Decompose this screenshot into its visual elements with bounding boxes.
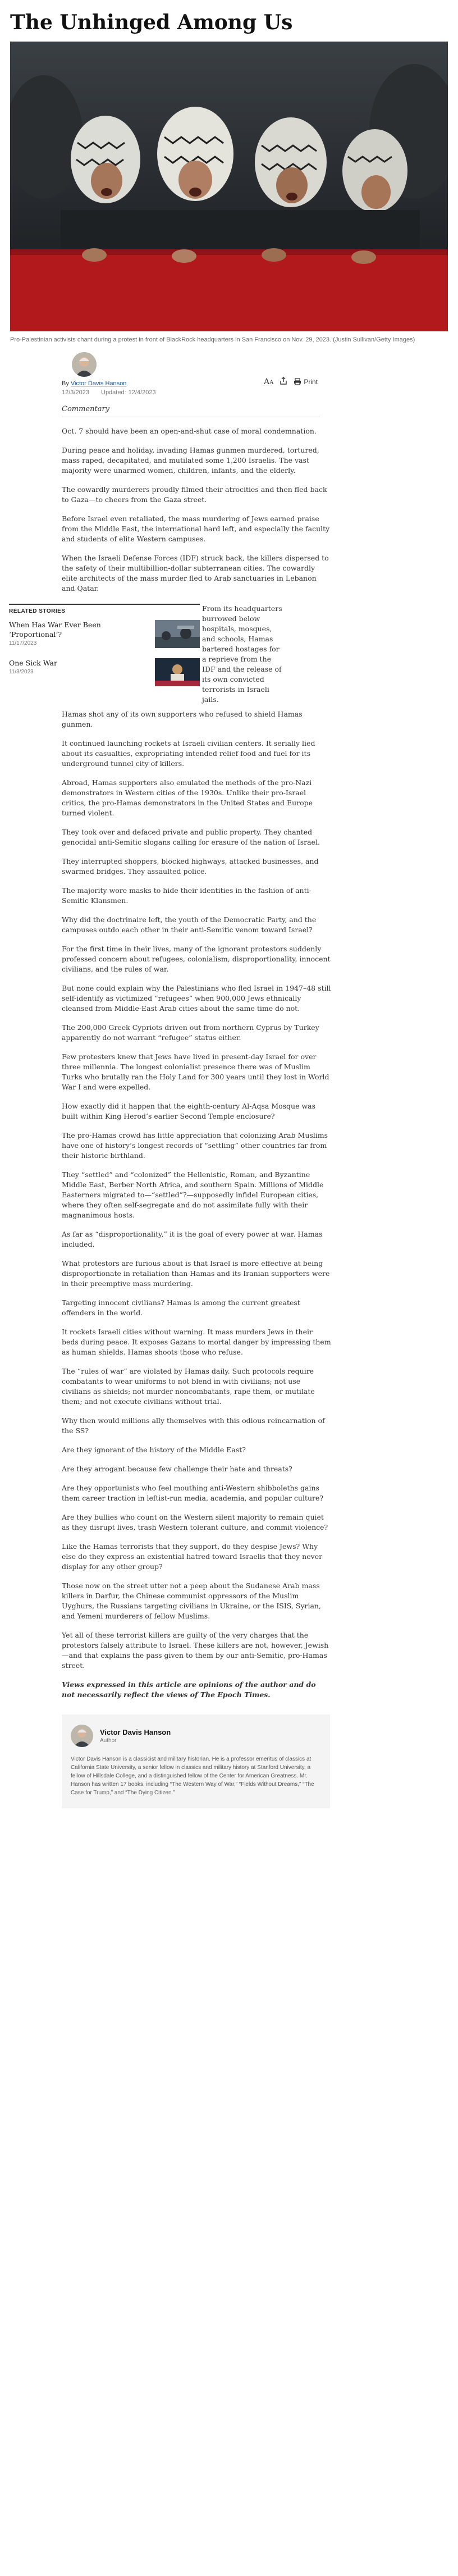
author-box xyxy=(62,1715,330,1808)
body-paragraph: Targeting innocent civilians? Hamas is among the current greatest offenders in the world. xyxy=(62,1298,300,1317)
body-paragraph: It continued launching rockets at Israeli civilian centers. It serially lied about its casualties, expropriating intended relief food and fuel for its underground tunnel city of killers. xyxy=(62,739,315,768)
author-box-role: Author xyxy=(100,1738,117,1744)
body-paragraph: The 200,000 Greek Cypriots driven out from northern Cyprus by Turkey apparently do not warrant “refugee” status either. xyxy=(62,1023,319,1042)
body-paragraph: Abroad, Hamas supporters also emulated the methods of the pro-Nazi demonstrators in Western cities of the 1930s. Unlike their pro-Israel critics, the pro-Hamas demonstrators in the United States and Europe turned violent. xyxy=(62,778,313,817)
related-item[interactable] xyxy=(9,658,200,691)
body-paragraph: How exactly did it happen that the eighth-century Al-Aqsa Mosque was built within King Herod’s earlier Second Temple enclosure? xyxy=(62,1102,316,1120)
body-paragraph: Oct. 7 should have been an open-and-shut case of moral condemnation. xyxy=(62,427,317,435)
byline-dates xyxy=(62,389,166,396)
related-section xyxy=(9,604,396,704)
share-icon[interactable] xyxy=(280,377,287,386)
body-paragraph: During peace and holiday, invading Hamas gunmen murdered, tortured, mass raped, decapitated, and mutilated some 1,200 Israelis. The vast majority were unarmed women, children, infants, and the elderly. xyxy=(62,446,319,475)
print-button[interactable] xyxy=(294,378,318,386)
article-body xyxy=(0,405,396,1808)
body-paragraph: Those now on the street utter not a peep about the Sudanese Arab mass killers in Darfur, the Chinese communist oppressors of the Muslim Uyghurs, the Russians targeting civilians in Ukraine, or the ISIS, Syrian, and Yemeni murderers of fellow Muslims. xyxy=(62,1581,321,1620)
related-item[interactable] xyxy=(9,620,200,653)
body-paragraph: Like the Hamas terrorists that they support, do they despise Jews? Why else do they express an existential hatred toward Israelis that they never display for any other group? xyxy=(62,1542,323,1571)
related-item-date: 11/3/2023 xyxy=(9,669,34,675)
body-paragraph: What protestors are furious about is that Israel is more effective at being disproportionate in retaliation than Hamas and its Iranian supporters were in their preemptive mass murdering. xyxy=(62,1259,330,1288)
body-paragraph: Yet all of these terrorist killers are guilty of the very charges that the protestors falsely attribute to Israel. These killers are not, however, Jewish—and that explains the pass given to them by our anti-Semitic, pro-Hamas street. xyxy=(62,1631,329,1670)
print-icon xyxy=(294,378,301,385)
body-paragraph: For the first time in their lives, many of the ignorant protestors suddenly professed concern about refugees, colonialism, disproportionality, innocent civilians, and the rules of war. xyxy=(62,945,331,973)
body-paragraph: They interrupted shoppers, blocked highways, attacked businesses, and swarmed bridges. They assaulted police. xyxy=(62,857,319,876)
author-link[interactable]: Victor Davis Hanson xyxy=(70,380,127,387)
paragraphs-top xyxy=(62,426,396,594)
author-box-bio: Victor Davis Hanson is a classicist and military historian. He is a professor emeritus of classics at California State University, a senior fellow in classics and military history at Stanford University, a fellow of Hillsdale College, and a distinguished fellow of the Center for American Greatness. Mr. Hanson has written 17 books, including “The Western Way of War,” “Fields Without Dreams,” “The Case for Trump,” and “The Dying Citizen.” xyxy=(71,1756,314,1796)
body-paragraph: When the Israeli Defense Forces (IDF) struck back, the killers dispersed to the safety of their multibillion-dollar subterranean cities. The cowardly elite architects of the mass murder fled to Arab sanctuaries in Lebanon and Qatar. xyxy=(62,554,329,592)
body-paragraph: Are they opportunists who feel mouthing anti-Western shibboleths gains them career traction in leftist-run media, academia, and popular culture? xyxy=(62,1484,324,1502)
author-avatar[interactable] xyxy=(72,352,97,377)
body-paragraph: The cowardly murderers proudly filmed their atrocities and then fled back to Gaza—to cheers from the Gaza street. xyxy=(62,485,327,504)
section-label: Commentary xyxy=(62,405,110,413)
paragraphs-bottom xyxy=(62,709,396,1671)
body-paragraph: The “rules of war” are violated by Hamas daily. Such protocols require combatants to wear uniforms to not blend in with civilians; not use civilians as shields; not murder noncombatants, rape them, or mutilate them; and not execute civilians without trial. xyxy=(62,1367,315,1406)
author-box-avatar[interactable] xyxy=(71,1725,93,1747)
body-paragraph: The majority wore masks to hide their identities in the fashion of anti-Semitic Klansmen. xyxy=(62,886,312,905)
body-paragraph: Hamas shot any of its own supporters who refused to shield Hamas gunmen. xyxy=(62,710,303,728)
related-heading: RELATED STORIES xyxy=(9,608,66,614)
body-paragraph: It rockets Israeli cities without warning. It mass murders Jews in their beds during peace. It exposes Gazans to mortal danger by impressing them as human shields. Hamas shoots those who refuse. xyxy=(62,1328,331,1356)
body-paragraph: They “settled” and “colonized” the Hellenistic, Roman, and Byzantine Middle East, Berber North Africa, and southern Spain. Millions of Middle Easterners migrated to—“settled”?—supposedly infidel European cities, where they often self-segregate and do not assimilate fully with their magnanimous hosts. xyxy=(62,1170,324,1219)
hero-caption: Pro-Palestinian activists chant during a protest in front of BlackRock headquarters in San Francisco on Nov. 29, 2023. (Justin Sullivan/Getty Images) xyxy=(10,336,415,343)
body-paragraph: Before Israel even retaliated, the mass murdering of Jews earned praise from the Middle East, the international hard left, and especially the faculty and students of elite Western campuses. xyxy=(62,514,330,543)
body-paragraph: They took over and defaced private and public property. They chanted genocidal anti-Semitic slogans calling for erasure of the nation of Israel. xyxy=(62,828,320,846)
body-paragraph: Are they arrogant because few challenge their hate and threats? xyxy=(62,1465,292,1473)
related-item-title[interactable]: When Has War Ever Been ‘Proportional’? xyxy=(9,621,101,639)
byline xyxy=(0,344,458,396)
disclaimer: Views expressed in this article are opinions of the author and do not necessarily reflect the views of The Epoch Times. xyxy=(62,1680,316,1699)
related-item-date: 11/17/2023 xyxy=(9,640,37,646)
font-size-icon[interactable]: AA xyxy=(263,377,274,386)
body-paragraph: Are they bullies who count on the Western silent majority to remain quiet as they disrupt lives, trash Western tolerant culture, and commit violence? xyxy=(62,1513,328,1531)
body-paragraph: The pro-Hamas crowd has little appreciation that colonizing Arab Muslims have one of history’s longest records of “settling” other countries far from their historic birthland. xyxy=(62,1131,328,1160)
related-item-title[interactable]: One Sick War xyxy=(9,659,57,667)
article-title: The Unhinged Among Us xyxy=(10,11,293,34)
byline-author-line xyxy=(62,380,126,387)
body-paragraph: Few protesters knew that Jews have lived in present-day Israel for over three millennia. The longest colonialist presence there was of Muslim Turks who brutally ran the Holy Land for 300 years until they lost in World War I and were expelled. xyxy=(62,1052,329,1091)
related-thumb-2[interactable] xyxy=(155,658,200,686)
published-date: 12/3/2023 xyxy=(62,389,89,396)
body-paragraph: But none could explain why the Palestinians who fled Israel in 1947–48 still self-identify as victimized “refugees” when 900,000 Jews ethnically cleansed from Middle-East Arab cities about the same time do not. xyxy=(62,984,331,1013)
print-label: Print xyxy=(304,377,318,386)
author-box-name[interactable]: Victor Davis Hanson xyxy=(100,1728,171,1736)
byline-prefix: By xyxy=(62,380,71,387)
updated-date: 12/4/2023 xyxy=(128,389,156,396)
wrapped-paragraph: From its headquarters burrowed below hospitals, mosques, and schools, Hamas bartered hostages for a reprieve from the IDF and the release of its own convicted terrorists in Israeli jails. xyxy=(202,604,282,704)
updated-label: Updated: xyxy=(101,389,126,396)
body-paragraph: Why did the doctrinaire left, the youth of the Democratic Party, and the campuses outdo each other in their anti-Semitic venom toward Israel? xyxy=(62,915,317,934)
body-paragraph: As far as “disproportionality,” it is the goal of every power at war. Hamas included. xyxy=(62,1230,323,1248)
article-tools xyxy=(257,377,318,386)
related-thumb-1[interactable] xyxy=(155,620,200,648)
body-paragraph: Why then would millions ally themselves with this odious reincarnation of the SS? xyxy=(62,1416,325,1435)
related-stories-box xyxy=(9,604,200,691)
body-paragraph: Are they ignorant of the history of the Middle East? xyxy=(62,1446,246,1454)
hero-image xyxy=(10,42,448,331)
